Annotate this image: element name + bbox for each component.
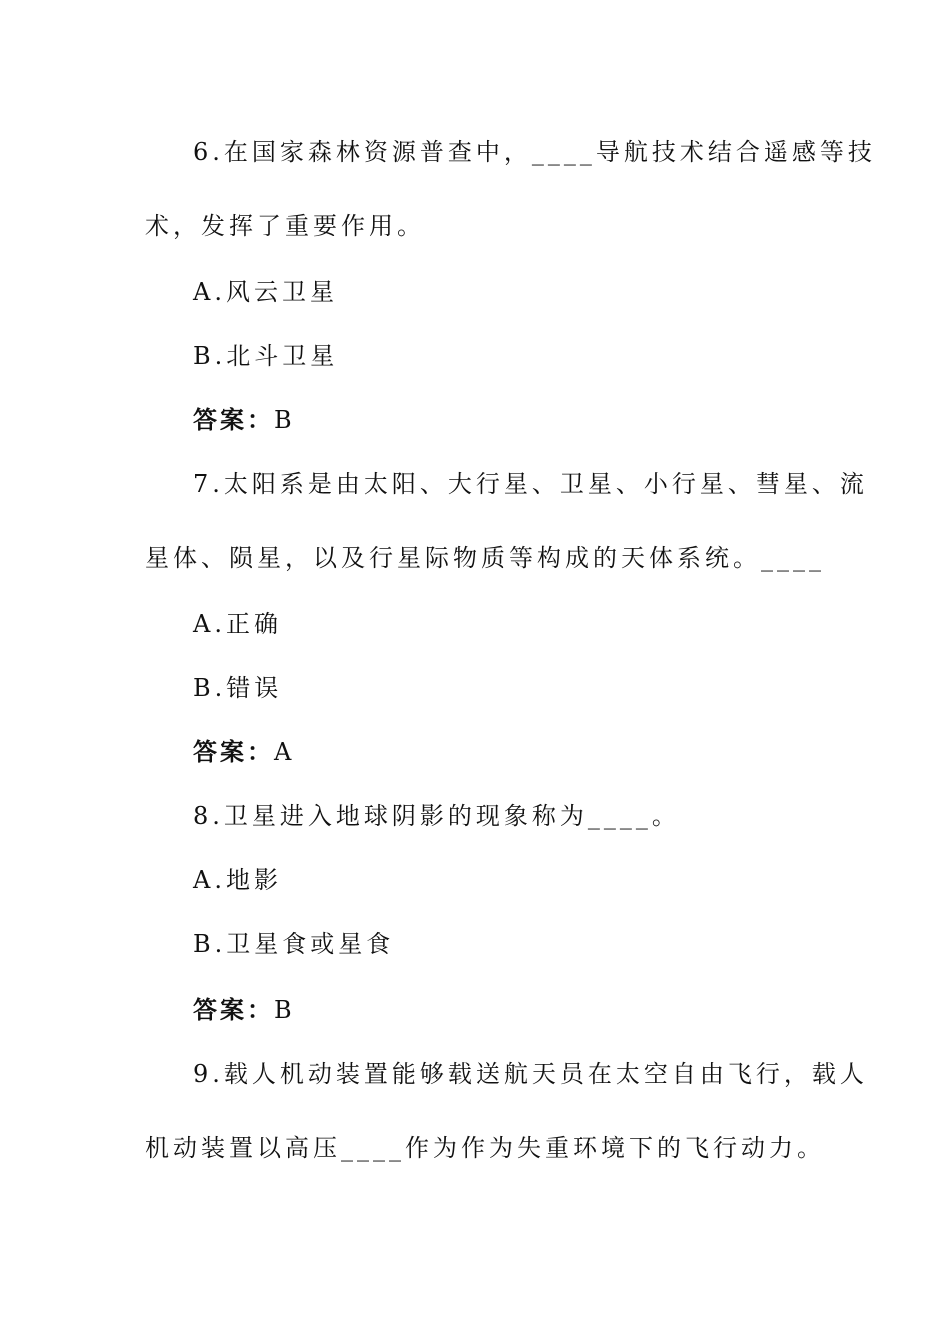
question-7-line-2: 星体、陨星，以及行星际物质等构成的天体系统。____ <box>145 544 825 572</box>
question-8-option-a: A.地影 <box>193 866 282 894</box>
answer-label: 答案： <box>193 738 274 766</box>
answer-value: B <box>274 406 296 434</box>
question-6-answer <box>193 404 296 436</box>
question-8-option-b: B.卫星食或星食 <box>193 930 395 958</box>
question-8-answer <box>193 994 296 1026</box>
answer-label: 答案： <box>193 406 274 434</box>
question-7-line-1: 7.太阳系是由太阳、大行星、卫星、小行星、彗星、流 <box>193 470 868 498</box>
question-8-line-1: 8.卫星进入地球阴影的现象称为____。 <box>193 802 680 830</box>
question-7-option-a: A.正确 <box>193 610 282 638</box>
answer-value: A <box>274 738 296 766</box>
question-6-option-a: A.风云卫星 <box>193 278 338 306</box>
question-6-line-2: 术，发挥了重要作用。 <box>145 212 425 240</box>
answer-label: 答案： <box>193 996 274 1024</box>
question-6-line-1: 6.在国家森林资源普查中，____导航技术结合遥感等技 <box>193 138 876 166</box>
answer-value: B <box>274 996 296 1024</box>
question-9-line-2: 机动装置以高压____作为作为失重环境下的飞行动力。 <box>145 1134 825 1162</box>
question-7-answer <box>193 736 295 768</box>
question-7-option-b: B.错误 <box>193 674 283 702</box>
question-9-line-1: 9.载人机动装置能够载送航天员在太空自由飞行，载人 <box>193 1060 868 1088</box>
question-6-option-b: B.北斗卫星 <box>193 342 339 370</box>
